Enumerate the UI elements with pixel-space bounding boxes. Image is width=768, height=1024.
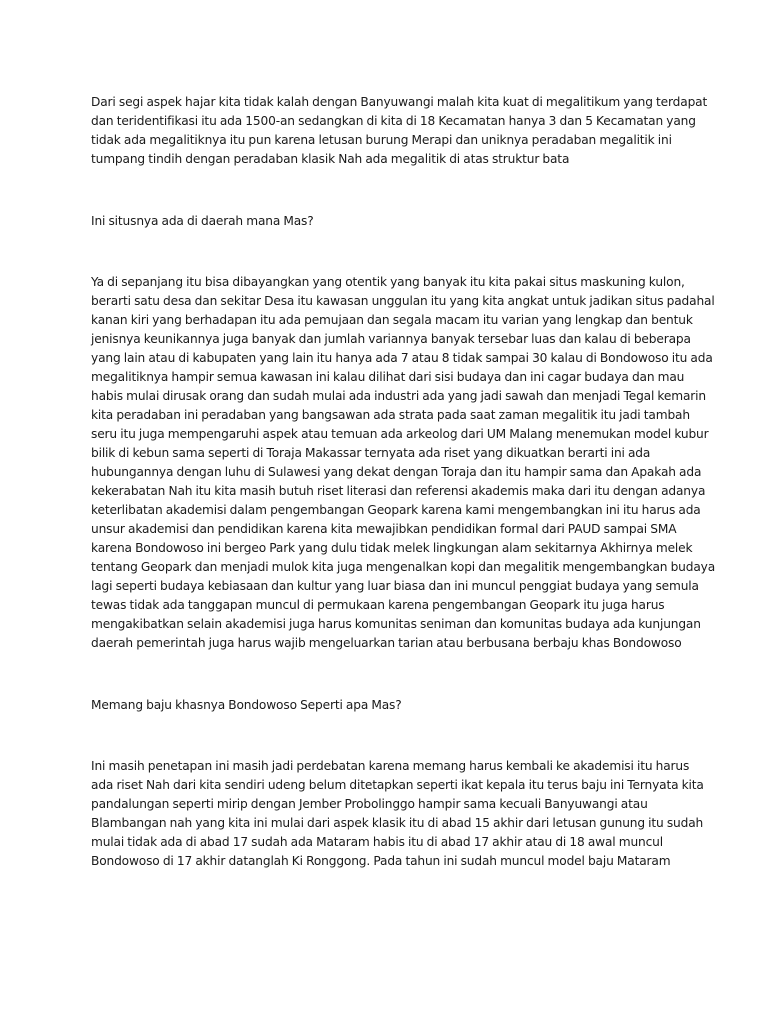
- text-line: tewas tidak ada tanggapan muncul di permukaan karena pengembangan Geopark itu juga harus: [91, 598, 665, 612]
- paragraph-answer-clothing-history: [91, 757, 704, 871]
- text-line: tentang Geopark dan menjadi mulok kita juga mengenalkan kopi dan megalitik mengembangkan budaya: [91, 560, 716, 574]
- text-line: Bondowoso di 17 akhir datanglah Ki Ronggong. Pada tahun ini sudah muncul model baju Mataram: [91, 854, 671, 868]
- text-line: Blambangan nah yang kita ini mulai dari aspek klasik itu di abad 15 akhir dari letusan gunung itu sudah: [91, 816, 704, 830]
- document-body: [91, 93, 716, 871]
- text-line: kekerabatan Nah itu kita masih butuh riset literasi dan referensi akademis maka dari itu dengan adanya: [91, 484, 706, 498]
- text-line: megalitiknya hampir semua kawasan ini kalau dilihat dari sisi budaya dan ini cagar budaya dan mau: [91, 370, 685, 384]
- text-line: Ya di sepanjang itu bisa dibayangkan yang otentik yang banyak itu kita pakai situs maskuning kulon,: [91, 275, 685, 289]
- text-line: dan teridentifikasi itu ada 1500-an sedangkan di kita di 18 Kecamatan hanya 3 dan 5 Kecamatan yang: [91, 114, 696, 128]
- text-line: seru itu juga mempengaruhi aspek atau temuan ada arkeolog dari UM Malang menemukan model kubur: [91, 427, 709, 441]
- text-line: berarti satu desa dan sekitar Desa itu kawasan unggulan itu yang kita angkat untuk jadikan situs padahal: [91, 294, 715, 308]
- text-line: kita peradaban ini peradaban yang bangsawan ada strata pada saat zaman megalitik itu jadi tambah: [91, 408, 690, 422]
- paragraph-question-site-location: [91, 212, 681, 231]
- text-line: yang lain atau di kabupaten yang lain itu hanya ada 7 atau 8 tidak sampai 30 kalau di Bondowoso itu ada: [91, 351, 713, 365]
- text-line: keterlibatan akademisi dalam pengembangan Geopark karena kami mengembangkan ini itu harus ada: [91, 503, 701, 517]
- paragraph-question-traditional-clothing: [91, 696, 681, 715]
- text-line: karena Bondowoso ini bergeo Park yang dulu tidak melek lingkungan alam sekitarnya Akhirnya melek: [91, 541, 693, 555]
- paragraph-answer-megalithic: [91, 93, 708, 169]
- text-line: Dari segi aspek hajar kita tidak kalah dengan Banyuwangi malah kita kuat di megalitikum yang terdapat: [91, 95, 708, 109]
- text-line: Memang baju khasnya Bondowoso Seperti apa Mas?: [91, 698, 402, 712]
- text-line: habis mulai dirusak orang dan sudah mulai ada industri ada yang jadi sawah dan menjadi Tegal kemarin: [91, 389, 706, 403]
- text-line: mengakibatkan selain akademisi juga harus komunitas seniman dan komunitas budaya ada kunjungan: [91, 617, 701, 631]
- text-line: Ini situsnya ada di daerah mana Mas?: [91, 214, 314, 228]
- text-line: hubungannya dengan luhu di Sulawesi yang dekat dengan Toraja dan itu hampir sama dan Apakah ada: [91, 465, 702, 479]
- paragraph-answer-site-details: [91, 273, 716, 653]
- text-line: lagi seperti budaya kebiasaan dan kultur yang luar biasa dan ini muncul penggiat budaya yang semula: [91, 579, 699, 593]
- text-line: tumpang tindih dengan peradaban klasik Nah ada megalitik di atas struktur bata: [91, 152, 570, 166]
- text-line: ada riset Nah dari kita sendiri udeng belum ditetapkan seperti ikat kepala itu terus baju ini Ternyata kita: [91, 778, 704, 792]
- text-line: bilik di kebun sama seperti di Toraja Makassar ternyata ada riset yang dikuatkan berarti ini ada: [91, 446, 651, 460]
- text-line: unsur akademisi dan pendidikan karena kita mewajibkan pendidikan formal dari PAUD sampai SMA: [91, 522, 677, 536]
- text-line: mulai tidak ada di abad 17 sudah ada Mataram habis itu di abad 17 akhir atau di 18 awal muncul: [91, 835, 663, 849]
- text-line: jenisnya keunikannya juga banyak dan jumlah variannya banyak tersebar luas dan kalau di beberapa: [91, 332, 691, 346]
- text-line: Ini masih penetapan ini masih jadi perdebatan karena memang harus kembali ke akademisi itu harus: [91, 759, 690, 773]
- text-line: pandalungan seperti mirip dengan Jember Probolinggo hampir sama kecuali Banyuwangi atau: [91, 797, 648, 811]
- text-line: daerah pemerintah juga harus wajib mengeluarkan tarian atau berbusana berbaju khas Bondowoso: [91, 636, 682, 650]
- text-line: tidak ada megalitiknya itu pun karena letusan burung Merapi dan uniknya peradaban megalitik ini: [91, 133, 672, 147]
- text-line: kanan kiri yang berhadapan itu ada pemujaan dan segala macam itu varian yang lengkap dan bentuk: [91, 313, 693, 327]
